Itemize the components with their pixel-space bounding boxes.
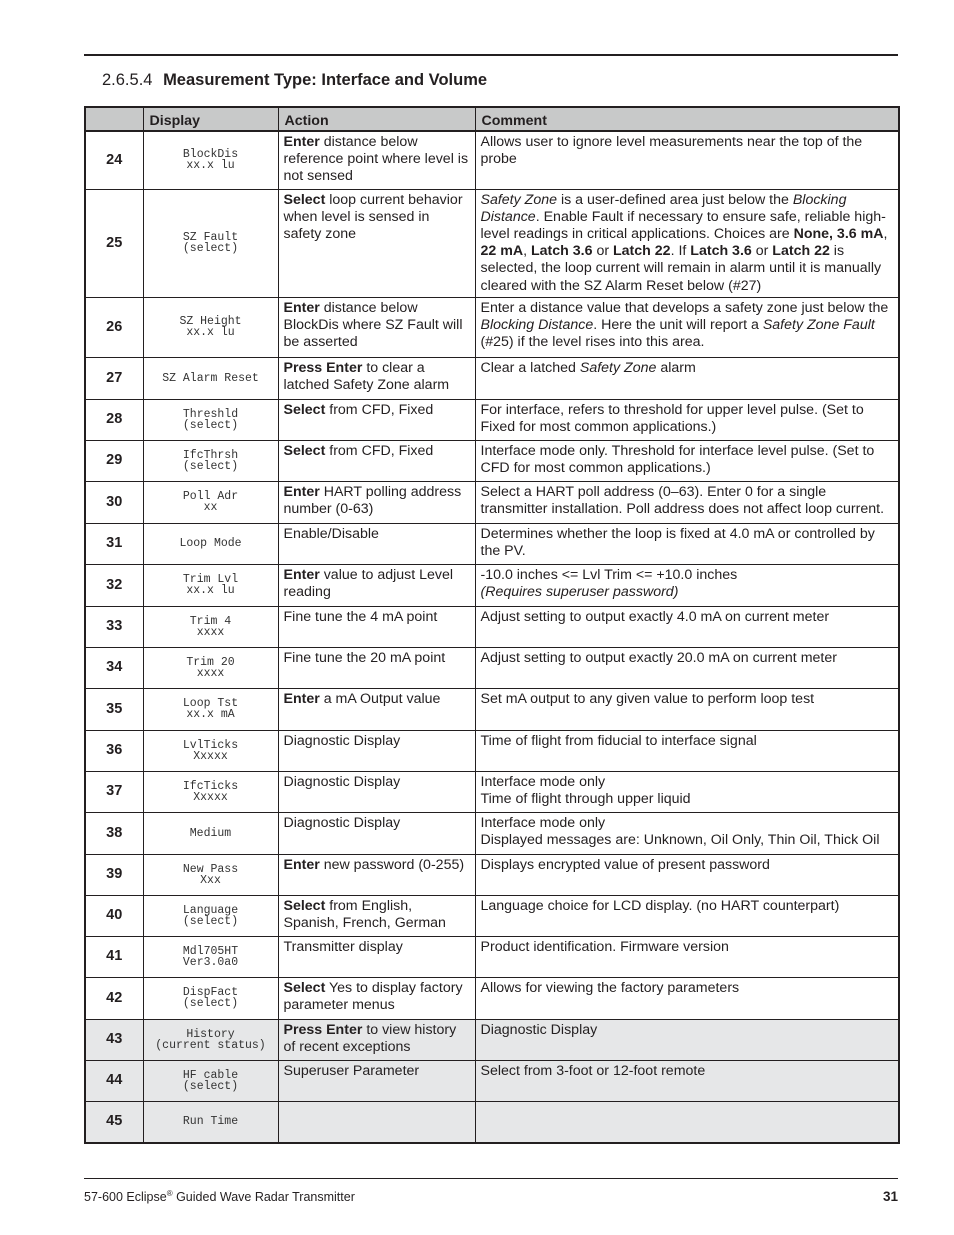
text-run: Language choice for LCD display. (no HART counterpart) [480, 897, 840, 914]
action-cell [278, 771, 475, 812]
row-number: 43 [85, 1019, 143, 1060]
action-cell [278, 1019, 475, 1060]
lcd-display-text: Loop Mode [143, 523, 278, 564]
text-run: Enter [283, 856, 320, 873]
comment-cell [475, 647, 899, 688]
text-run: Diagnostic Display [283, 773, 401, 790]
row-number: 36 [85, 730, 143, 771]
table-row [85, 523, 899, 564]
comment-cell [475, 297, 899, 357]
text-run: Diagnostic Display [283, 814, 401, 831]
text-run: Enable/Disable [283, 525, 379, 542]
text-run: (#25) if the level rises into this area. [480, 334, 705, 351]
table-row [85, 812, 899, 854]
text-run: Interface mode only [480, 814, 606, 831]
text-run: Superuser Parameter [283, 1062, 420, 1079]
action-cell [278, 606, 475, 647]
row-number: 44 [85, 1060, 143, 1101]
comment-cell [475, 440, 899, 481]
action-cell [278, 895, 475, 936]
text-run: to clear a latched Safety Zone alarm [283, 359, 450, 393]
text-run: -10.0 inches <= Lvl Trim <= +10.0 inches [480, 566, 738, 583]
text-run: loop current behavior when level is sensed in safety zone [283, 191, 463, 242]
lcd-display-text: HF cable (select) [143, 1060, 278, 1101]
text-run: Select a HART poll address (0–63). Enter 0 for a single transmitter installation. Poll address does not affect loop current. [480, 483, 885, 517]
lcd-display-text: Threshld (select) [143, 399, 278, 440]
text-run: Latch 22 [613, 243, 671, 260]
lcd-display-text: BlockDis xx.x lu [143, 131, 278, 189]
text-run: distance below BlockDis where SZ Fault will be asserted [283, 299, 463, 351]
text-run: or [592, 243, 613, 260]
table-row [85, 357, 899, 399]
text-run: Select [283, 897, 326, 914]
comment-cell [475, 730, 899, 771]
text-run: alarm [656, 359, 696, 376]
comment-cell [475, 771, 899, 812]
row-number: 41 [85, 936, 143, 977]
comment-cell [475, 606, 899, 647]
text-run: Determines whether the loop is fixed at 4.0 mA or controlled by the PV. [480, 525, 875, 559]
text-run: Press Enter [283, 1021, 363, 1038]
text-run: to view history of recent exceptions [283, 1021, 457, 1055]
text-run: Enter a distance value that develops a safety zone just below the [480, 299, 889, 316]
section-number: 2.6.5.4 [102, 71, 153, 89]
text-run: Enter [283, 299, 320, 316]
action-cell [278, 523, 475, 564]
text-run: Blocking Distance [480, 316, 594, 333]
text-run: Allows for viewing the factory parameters [480, 979, 740, 996]
lcd-display-text: SZ Fault (select) [143, 189, 278, 297]
table-row [85, 131, 899, 189]
table-row [85, 564, 899, 606]
text-run: Safety Zone [579, 359, 657, 376]
action-cell [278, 189, 475, 297]
text-run: Diagnostic Display [480, 1021, 598, 1038]
footer-doc: 57-600 Eclipse [84, 1190, 167, 1205]
comment-cell [475, 523, 899, 564]
text-run: Adjust setting to output exactly 20.0 mA on current meter [480, 649, 837, 666]
section-title: Measurement Type: Interface and Volume [163, 71, 488, 89]
row-number: 31 [85, 523, 143, 564]
lcd-display-text: Poll Adr xx [143, 481, 278, 523]
table-row [85, 895, 899, 936]
row-number: 32 [85, 564, 143, 606]
comment-cell [475, 977, 899, 1019]
text-run: Select [283, 401, 326, 418]
comment-cell [475, 812, 899, 854]
text-run: Press Enter [283, 359, 363, 376]
footer-doc-rest: Guided Wave Radar Transmitter [172, 1190, 355, 1205]
action-cell [278, 440, 475, 481]
text-run: from CFD, Fixed [325, 401, 434, 418]
comment-cell [475, 399, 899, 440]
footer-registered-mark: ® [166, 1189, 173, 1198]
header-comment: Comment [475, 107, 899, 131]
row-number: 26 [85, 297, 143, 357]
text-run: . Here the unit will report a [593, 316, 763, 333]
table-row [85, 1101, 899, 1143]
page-number: 31 [882, 1189, 898, 1204]
action-cell [278, 1101, 475, 1143]
text-run: Select [283, 191, 326, 208]
lcd-display-text: Loop Tst xx.x mA [143, 688, 278, 730]
comment-cell [475, 189, 899, 297]
comment-cell [475, 131, 899, 189]
lcd-display-text: Language (select) [143, 895, 278, 936]
action-cell [278, 399, 475, 440]
row-number: 27 [85, 357, 143, 399]
lcd-display-text: IfcThrsh (select) [143, 440, 278, 481]
text-run: Clear a latched [480, 359, 580, 376]
action-cell [278, 357, 475, 399]
comment-cell [475, 1101, 899, 1143]
text-run: Set mA output to any given value to perform loop test [480, 690, 815, 707]
lcd-display-text: Mdl705HT Ver3.0a0 [143, 936, 278, 977]
lcd-display-text: IfcTicks Xxxxx [143, 771, 278, 812]
text-run: Latch 22 [772, 243, 830, 260]
lcd-display-text: History (current status) [143, 1019, 278, 1060]
action-cell [278, 730, 475, 771]
table-row [85, 606, 899, 647]
table-row [85, 189, 899, 297]
text-run: . Enable Fault if necessary to ensure safe, reliable high-level readings in critical applications. Choices are [480, 208, 886, 242]
action-cell [278, 297, 475, 357]
footer-document-title [84, 1189, 355, 1204]
text-run: For interface, refers to threshold for upper level pulse. (Set to Fixed for most common applications.) [480, 401, 864, 435]
text-run: Safety Zone [480, 191, 558, 208]
text-run: Enter [283, 483, 320, 500]
table-body [85, 131, 899, 1143]
table-row [85, 977, 899, 1019]
header-number [85, 107, 143, 131]
text-run: value to adjust Level reading [283, 566, 454, 600]
lcd-display-text: LvlTicks Xxxxx [143, 730, 278, 771]
comment-cell [475, 936, 899, 977]
lcd-display-text: Trim 4 xxxx [143, 606, 278, 647]
row-number: 29 [85, 440, 143, 481]
text-run: 22 mA [480, 243, 524, 260]
comment-cell [475, 564, 899, 606]
comment-cell [475, 481, 899, 523]
row-number: 24 [85, 131, 143, 189]
table-row [85, 399, 899, 440]
action-cell [278, 854, 475, 895]
action-cell [278, 1060, 475, 1101]
row-number: 37 [85, 771, 143, 812]
text-run: is selected, the loop current will remain in alarm until it is manually cleared with the SZ Alarm Reset below (#27) [480, 243, 882, 294]
parameter-table [84, 106, 900, 1144]
action-cell [278, 564, 475, 606]
text-run: Latch 3.6 [690, 243, 752, 260]
text-run: is a user-defined area just below the [557, 191, 793, 208]
header-action: Action [278, 107, 475, 131]
text-run: Blocking Distance [480, 191, 847, 225]
table-row [85, 688, 899, 730]
text-run: Transmitter display [283, 938, 403, 955]
text-run: a mA Output value [319, 690, 441, 707]
text-run: Safety Zone Fault [762, 316, 875, 333]
row-number: 25 [85, 189, 143, 297]
section-heading [102, 71, 487, 90]
lcd-display-text: New Pass Xxx [143, 854, 278, 895]
row-number: 30 [85, 481, 143, 523]
table-row [85, 771, 899, 812]
text-run: , [883, 225, 888, 242]
table-row [85, 481, 899, 523]
row-number: 42 [85, 977, 143, 1019]
text-run: Adjust setting to output exactly 4.0 mA on current meter [480, 608, 830, 625]
text-run: Displayed messages are: Unknown, Oil Only, Thin Oil, Thick Oil [480, 831, 880, 848]
table-row [85, 297, 899, 357]
table-row [85, 854, 899, 895]
text-run: Select [283, 442, 326, 459]
text-run: or [751, 243, 773, 260]
table-row [85, 1060, 899, 1101]
text-run: Fine tune the 4 mA point [283, 608, 438, 625]
text-run: Fine tune the 20 mA point [283, 649, 446, 666]
row-number: 40 [85, 895, 143, 936]
text-run: (Requires superuser password) [480, 583, 679, 600]
text-run: HART polling address number (0-63) [283, 483, 462, 517]
lcd-display-text: DispFact (select) [143, 977, 278, 1019]
comment-cell [475, 854, 899, 895]
lcd-display-text: SZ Alarm Reset [143, 357, 278, 399]
text-run: None, 3.6 mA [793, 225, 884, 242]
text-run: distance below reference point where level is not sensed [283, 134, 469, 185]
text-run: Select from 3-foot or 12-foot remote [480, 1062, 706, 1079]
row-number: 33 [85, 606, 143, 647]
row-number: 38 [85, 812, 143, 854]
text-run: Enter [283, 134, 320, 150]
table-row [85, 440, 899, 481]
lcd-display-text: Trim 20 xxxx [143, 647, 278, 688]
comment-cell [475, 688, 899, 730]
table-row [85, 730, 899, 771]
text-run: Enter [283, 566, 320, 583]
action-cell [278, 688, 475, 730]
action-cell [278, 131, 475, 189]
text-run: Allows user to ignore level measurements near the top of the probe [480, 134, 863, 168]
text-run: new password (0-255) [319, 856, 465, 873]
comment-cell [475, 895, 899, 936]
action-cell [278, 936, 475, 977]
row-number: 39 [85, 854, 143, 895]
lcd-display-text: SZ Height xx.x lu [143, 297, 278, 357]
text-run: Yes to display factory parameter menus [283, 979, 463, 1013]
comment-cell [475, 357, 899, 399]
text-run: Product identification. Firmware version [480, 938, 729, 955]
lcd-display-text: Trim Lvl xx.x lu [143, 564, 278, 606]
text-run: Enter [283, 690, 320, 707]
footer-rule [84, 1178, 898, 1179]
text-run: from CFD, Fixed [325, 442, 434, 459]
table-row [85, 1019, 899, 1060]
row-number: 34 [85, 647, 143, 688]
lcd-display-text: Medium [143, 812, 278, 854]
action-cell [278, 812, 475, 854]
table-row [85, 647, 899, 688]
comment-cell [475, 1019, 899, 1060]
text-run: from English, Spanish, French, German [283, 897, 446, 931]
action-cell [278, 647, 475, 688]
text-run: Select [283, 979, 326, 996]
row-number: 45 [85, 1101, 143, 1143]
row-number: 35 [85, 688, 143, 730]
table-row [85, 936, 899, 977]
comment-cell [475, 1060, 899, 1101]
text-run: Diagnostic Display [283, 732, 401, 749]
header-display: Display [143, 107, 278, 131]
lcd-display-text: Run Time [143, 1101, 278, 1143]
action-cell [278, 481, 475, 523]
top-rule [84, 54, 898, 56]
row-number: 28 [85, 399, 143, 440]
text-run: Time of flight through upper liquid [480, 790, 691, 807]
text-run: Interface mode only [480, 773, 606, 790]
text-run: Displays encrypted value of present password [480, 856, 770, 873]
text-run: Interface mode only. Threshold for interface level pulse. (Set to CFD for most common applications.) [480, 442, 875, 476]
text-run: , [523, 243, 531, 260]
table-header-row [85, 107, 899, 131]
action-cell [278, 977, 475, 1019]
text-run: . If [670, 243, 691, 260]
text-run: Latch 3.6 [530, 243, 593, 260]
text-run: Time of flight from fiducial to interface signal [480, 732, 757, 749]
